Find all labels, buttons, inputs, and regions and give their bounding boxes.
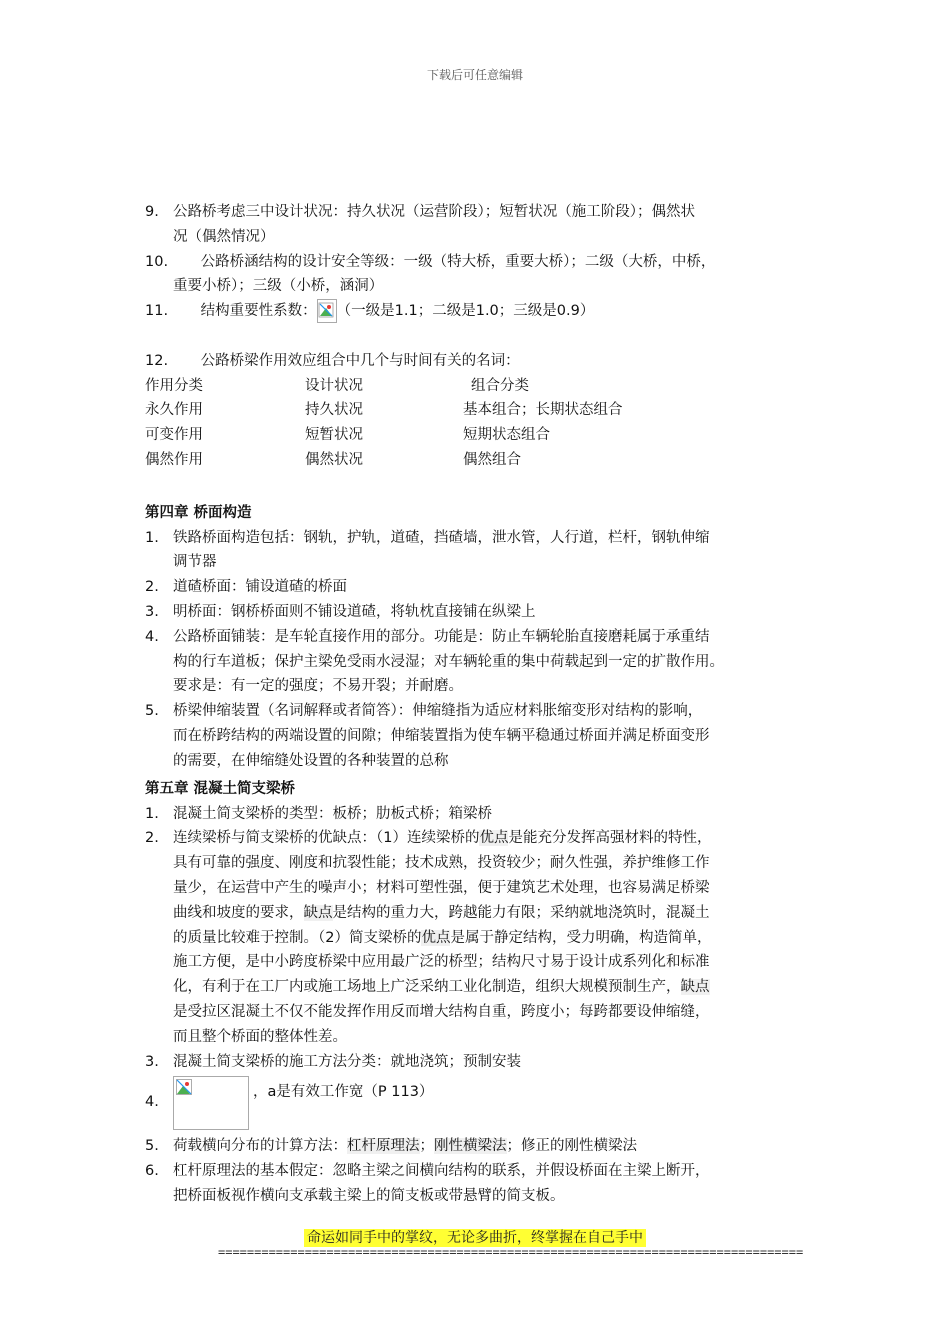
item-text-cont: 而在桥跨结构的两端设置的间隙；伸缩装置指为使车辆平稳通过桥面并满足桥面变形 bbox=[173, 727, 710, 744]
item-text-cont: 要求是：有一定的强度；不易开裂；并耐磨。 bbox=[173, 678, 463, 695]
item-text: 公路桥考虑三中设计状况：持久状况（运营阶段）；短暂状况（施工阶段）；偶然状 bbox=[173, 204, 695, 220]
item-text-cont: 具有可靠的强度、刚度和抗裂性能；技术成熟，投资较少；耐久性强，养护维修工作 bbox=[173, 855, 710, 872]
item-text: 结构重要性系数： bbox=[173, 303, 317, 320]
item-text: 公路桥梁作用效应组合中几个与时间有关的名词： bbox=[173, 352, 520, 369]
list-item bbox=[145, 1159, 825, 1184]
list-item bbox=[145, 625, 825, 650]
highlight-text: 缺点 bbox=[303, 904, 333, 921]
item-text: 混凝土简支梁桥的施工方法分类：就地浇筑；预制安装 bbox=[173, 1053, 521, 1070]
item-text: 杠杆原理法的基本假定：忽略主梁之间横向结构的联系，并假设桥面在主梁上断开， bbox=[173, 1163, 710, 1180]
highlight-text: 优点 bbox=[421, 929, 451, 946]
item-text-cont: 的质量比较难于控制。（2）简支梁桥的优点是属于静定结构，受力明确，构造简单， bbox=[173, 929, 712, 946]
table-cell: 组合分类 bbox=[471, 377, 529, 394]
item-number: 2. bbox=[145, 830, 159, 847]
footer-rule: ================================================================================= bbox=[218, 1245, 804, 1259]
list-item bbox=[145, 699, 825, 724]
table-row bbox=[145, 398, 825, 423]
item-text: 连续梁桥与简支梁桥的优缺点：（1）连续梁桥的 bbox=[173, 830, 480, 847]
table-cell: 偶然作用 bbox=[145, 451, 203, 468]
highlight-text: 刚性横梁法 bbox=[434, 1138, 507, 1155]
item-number: 12. bbox=[145, 352, 169, 369]
item-text-cont: 调节器 bbox=[173, 554, 217, 571]
image-placeholder bbox=[173, 1076, 249, 1130]
item-number: 5. bbox=[145, 1138, 159, 1155]
item-text-cont: 况（偶然情况） bbox=[173, 228, 275, 245]
item-text: 桥梁伸缩装置（名词解释或者简答）：伸缩缝指为适应材料胀缩变形对结构的影响， bbox=[173, 703, 703, 720]
chapter-4-title: 第四章 桥面构造 bbox=[145, 504, 252, 521]
broken-image-icon bbox=[317, 299, 337, 323]
item-text-cont: 曲线和坡度的要求，缺点是结构的重力大，跨越能力有限；采纳就地浇筑时，混凝土 bbox=[173, 904, 710, 921]
item-number: 4. bbox=[145, 628, 159, 645]
item-text-cont: 构的行车道板；保护主梁免受雨水浸湿；对车辆轮重的集中荷载起到一定的扩散作用。 bbox=[173, 653, 724, 670]
document-body bbox=[145, 200, 825, 1209]
table-row bbox=[145, 423, 825, 448]
item-text: 混凝土简支梁桥的类型：板桥；肋板式桥；箱梁桥 bbox=[173, 805, 492, 822]
item-number: 9. bbox=[145, 204, 159, 220]
list-item-12 bbox=[145, 349, 825, 374]
item-text: 明桥面：钢桥桥面则不铺设道碴，将轨枕直接铺在纵梁上 bbox=[173, 603, 536, 620]
item-text-cont: 施工方便，是中小跨度桥梁中应用最广泛的桥型；结构尺寸易于设计成系列化和标准 bbox=[173, 954, 710, 971]
table-cell: 偶然组合 bbox=[463, 451, 521, 468]
item-text-cont: 是受拉区混凝土不仅不能发挥作用反而增大结构自重，跨度小；每跨都要设伸缩缝， bbox=[173, 1003, 710, 1020]
table-cell: 设计状况 bbox=[305, 377, 363, 394]
list-item bbox=[145, 600, 825, 625]
table-row bbox=[145, 448, 825, 473]
page-header: 下载后可任意编辑 bbox=[426, 68, 523, 82]
item-text-cont: 量少，在运营中产生的噪声小；材料可塑性强，便于建筑艺术处理，也容易满足桥梁 bbox=[173, 879, 710, 896]
table-cell: 永久作用 bbox=[145, 402, 203, 419]
list-item-9 bbox=[145, 200, 825, 225]
item-number: 4. bbox=[145, 1094, 159, 1111]
list-item-11 bbox=[145, 299, 825, 324]
highlight-text: 缺点 bbox=[680, 979, 710, 996]
item-text-cont: 而且整个桥面的整体性差。 bbox=[173, 1028, 347, 1045]
item-number: 1. bbox=[145, 805, 159, 822]
table-cell: 基本组合；长期状态组合 bbox=[463, 402, 623, 419]
table-cell: 可变作用 bbox=[145, 427, 203, 444]
list-item bbox=[145, 1050, 825, 1075]
table-cell: 持久状况 bbox=[305, 402, 363, 419]
footer-motto: 命运如同手中的掌纹，无论多曲折，终掌握在自己手中 bbox=[0, 1227, 950, 1247]
item-text-post: （一级是1.1；二级是1.0；三级是0.9） bbox=[336, 303, 595, 320]
item-number: 10. bbox=[145, 253, 169, 270]
item-number: 2. bbox=[145, 579, 159, 596]
list-item bbox=[145, 575, 825, 600]
item-number: 11. bbox=[145, 303, 169, 320]
highlight-text: 杠杆原理法 bbox=[347, 1138, 420, 1155]
list-item: 5. 荷载横向分布的计算方法：杠杆原理法；刚性横梁法；修正的刚性横梁法 bbox=[145, 1134, 825, 1159]
item-text: ，a是有效工作宽（P 113） bbox=[253, 1084, 434, 1101]
broken-image-icon bbox=[176, 1079, 192, 1095]
chapter-5-title: 第五章 混凝土简支梁桥 bbox=[145, 780, 296, 797]
item-text: 铁路桥面构造包括：钢轨，护轨，道碴，挡碴墙，泄水管，人行道，栏杆，钢轨伸缩 bbox=[173, 529, 710, 546]
item-text: 道碴桥面：铺设道碴的桥面 bbox=[173, 579, 347, 596]
item-text: 是能充分发挥高强材料的特性， bbox=[508, 830, 712, 847]
list-item bbox=[145, 1076, 825, 1134]
table-cell: 偶然状况 bbox=[305, 451, 363, 468]
table-cell: 短暂状况 bbox=[305, 427, 363, 444]
highlight-text: 优点 bbox=[479, 830, 509, 847]
item-text-cont: 的需要，在伸缩缝处设置的各种装置的总称 bbox=[173, 752, 449, 769]
item-text-cont: 化，有利于在工厂内或施工场地上广泛采纳工业化制造，组织大规模预制生产，缺点 bbox=[173, 979, 710, 996]
item-number: 3. bbox=[145, 1053, 159, 1070]
item-text-cont: 把桥面板视作横向支承载主梁上的简支板或带悬臂的简支板。 bbox=[173, 1187, 565, 1204]
table-cell: 短期状态组合 bbox=[463, 427, 550, 444]
item-text-cont: 重要小桥）；三级（小桥，涵洞） bbox=[173, 278, 384, 295]
table-header bbox=[145, 374, 825, 399]
list-item bbox=[145, 802, 825, 827]
item-number: 1. bbox=[145, 529, 159, 546]
item-number: 3. bbox=[145, 603, 159, 620]
table-cell: 作用分类 bbox=[145, 377, 203, 394]
item-text: 公路桥面铺装：是车轮直接作用的部分。功能是：防止车辆轮胎直接磨耗属于承重结 bbox=[173, 628, 710, 645]
item-number: 6. bbox=[145, 1163, 159, 1180]
item-text: 公路桥涵结构的设计安全等级：一级（特大桥，重要大桥）；二级（大桥，中桥， bbox=[173, 253, 716, 270]
list-item bbox=[145, 826, 825, 851]
list-item bbox=[145, 526, 825, 551]
item-number: 5. bbox=[145, 703, 159, 720]
list-item-10 bbox=[145, 250, 825, 275]
